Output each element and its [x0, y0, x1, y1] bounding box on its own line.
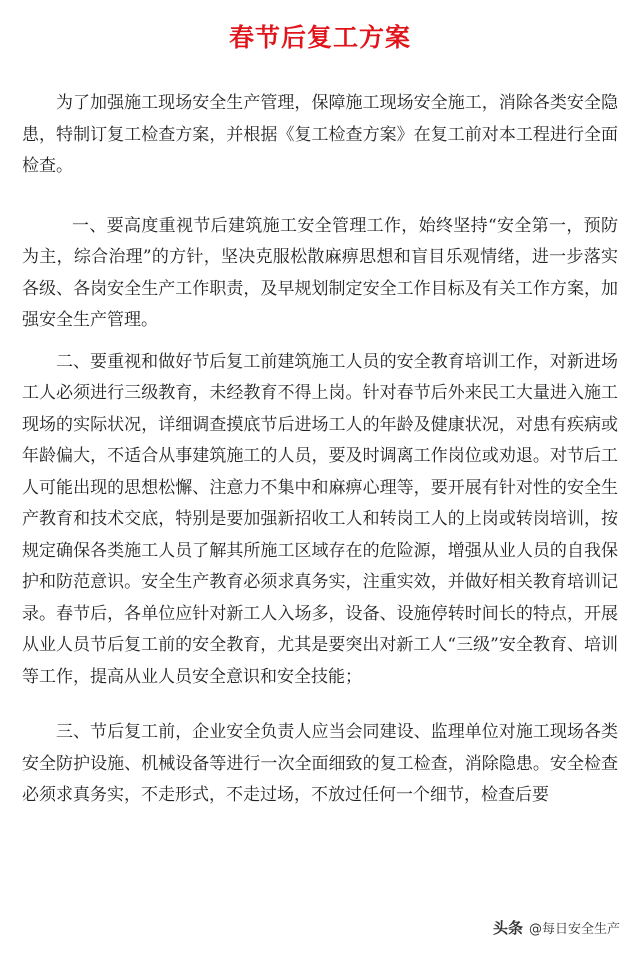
- watermark-account: @每日安全生产: [528, 921, 620, 937]
- paragraph-section-3: 三、节后复工前，企业安全负责人应当会同建设、监理单位对施工现场各类安全防护设施、机械设备等进行一次全面细致的复工检查，消除隐患。安全检查必须求真务实，不走形式，不走过场，不放过任何一个细节，检查后要: [22, 722, 618, 805]
- paragraph-section-2: 二、要重视和做好节后复工前建筑施工人员的安全教育培训工作，对新进场工人必须进行三级教育，未经教育不得上岗。针对春节后外来民工大量进入施工现场的实际状况，详细调查摸底节后进场工人的年龄及健康状况，对患有疾病或年龄偏大，不适合从事建筑施工的人员，要及时调离工作岗位或劝退。对节后工人可能出现的思想松懈、注意力不集中和麻痹心理等，要开展有针对性的安全生产教育和技术交底，特别是要加强新招收工人和转岗工人的上岗或转岗培训，按规定确保各类施工人员了解其所施工区域存在的危险源，增强从业人员的自我保护和防范意识。安全生产教育必须求真务实，注重实效，并做好相关教育培训记录。春节后，各单位应针对新工人入场多，设备、设施停转时间长的特点，开展从业人员节后复工前的安全教育，尤其是要突出对新工人“三级”安全教育、培训等工作，提高从业人员安全意识和安全技能；: [22, 351, 618, 687]
- watermark-platform: 头条: [492, 918, 523, 937]
- document-title: 春节后复工方案: [228, 23, 411, 52]
- paragraph-intro: 为了加强施工现场安全生产管理，保障施工现场安全施工，消除各类安全隐患，特制订复工检查方案，并根据《复工检查方案》在复工前对本工程进行全面检查。: [22, 93, 618, 176]
- paragraph-section-1: 一、要高度重视节后建筑施工安全管理工作，始终坚持“安全第一，预防为主，综合治理”的方针，坚决克服松散麻痹思想和盲目乐观情绪，进一步落实各级、各岗安全生产工作职责，及早规划制定安全工作目标及有关工作方案，加强安全生产管理。: [22, 215, 618, 330]
- source-watermark: [487, 911, 626, 943]
